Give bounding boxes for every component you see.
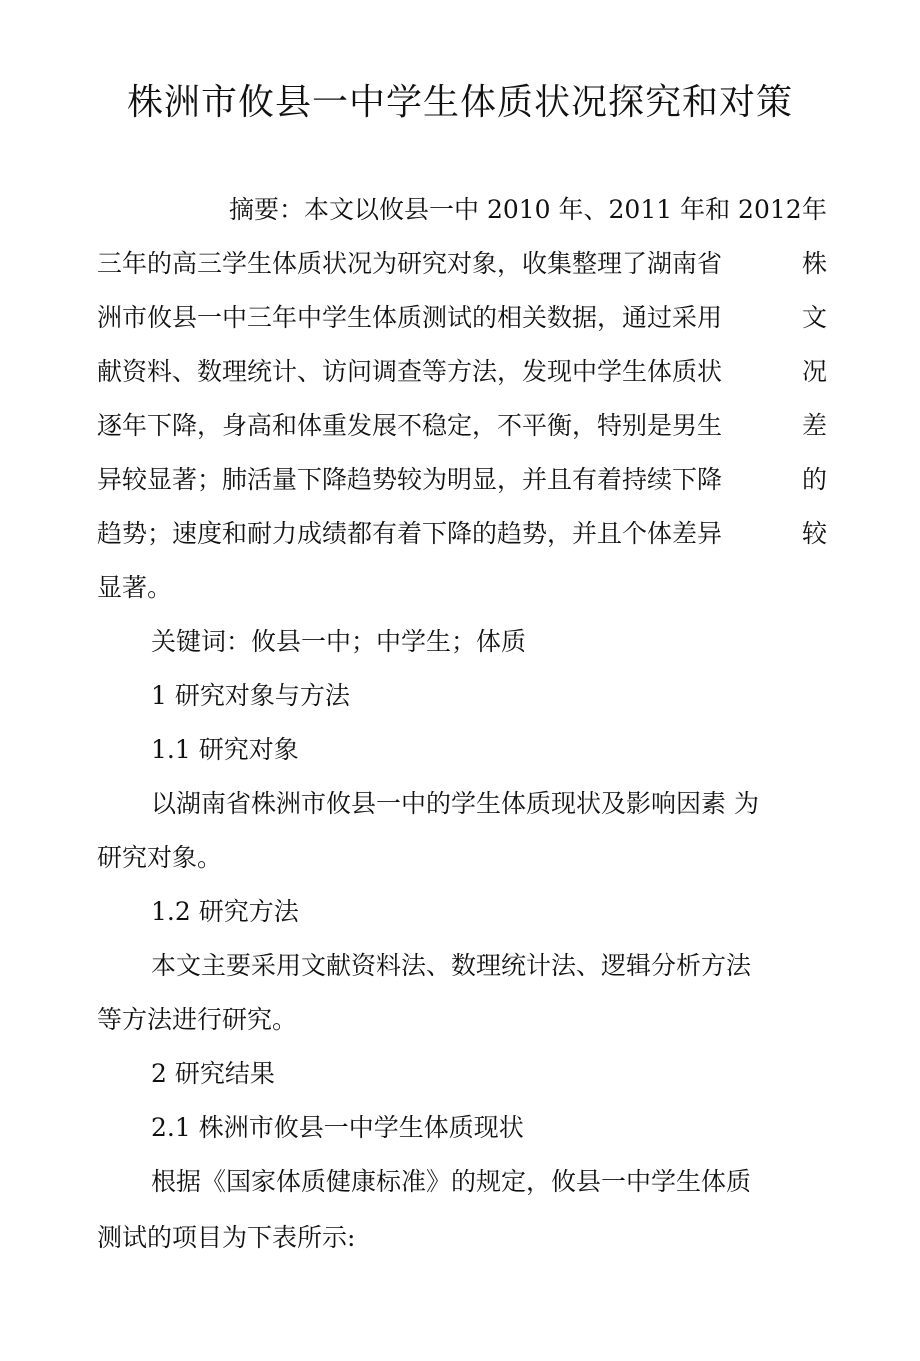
abstract-line-tail: 年 [801,195,827,224]
abstract-line-text: 显著。 [97,573,173,602]
abstract-line-tail: 文 [801,303,827,332]
abstract-line-text: 趋势；速度和耐力成绩都有着下降的趋势，并且个体差异 [97,519,723,548]
paragraph-line: 根据《国家体质健康标准》的规定，攸县一中学生体质 [151,1167,752,1196]
abstract-line-text: 异较显著；肺活量下降趋势较为明显，并且有着持续下降 [97,465,723,494]
abstract-line-tail: 株 [801,249,827,278]
document-title: 株洲市攸县一中学生体质状况探究和对策 [126,82,793,123]
abstract-line-tail: 况 [801,357,827,386]
abstract-line-tail: 的 [801,465,827,494]
subsection-heading: 1.2 研究方法 [151,897,299,926]
subsection-heading: 1.1 研究对象 [151,735,299,764]
subsection-heading: 2.1 株洲市攸县一中学生体质现状 [151,1113,524,1142]
abstract-line-tail: 差 [801,411,827,440]
paragraph-line: 等方法进行研究。 [97,1005,298,1034]
paragraph-line: 本文主要采用文献资料法、数理统计法、逻辑分析方法 [151,951,752,980]
keywords: 关键词：攸县一中；中学生；体质 [151,627,527,656]
abstract-line-text: 逐年下降，身高和体重发展不稳定，不平衡，特别是男生 [97,411,723,440]
paragraph-line: 研究对象。 [97,843,223,872]
abstract-line-text: 摘要：本文以攸县一中 2010 年、2011 年和 2012 [229,195,802,224]
paragraph-line: 测试的项目为下表所示: [97,1223,356,1252]
paragraph-line: 以湖南省株洲市攸县一中的学生体质现状及影响因素 为 [151,789,759,818]
abstract-line-text: 洲市攸县一中三年中学生体质测试的相关数据，通过采用 [97,303,723,332]
abstract-line-text: 献资料、数理统计、访问调查等方法，发现中学生体质状 [97,357,723,386]
abstract-line-tail: 较 [801,519,827,548]
section-heading: 2 研究结果 [151,1059,275,1088]
abstract-line-text: 三年的高三学生体质状况为研究对象，收集整理了湖南省 [97,249,723,278]
section-heading: 1 研究对象与方法 [151,681,350,710]
